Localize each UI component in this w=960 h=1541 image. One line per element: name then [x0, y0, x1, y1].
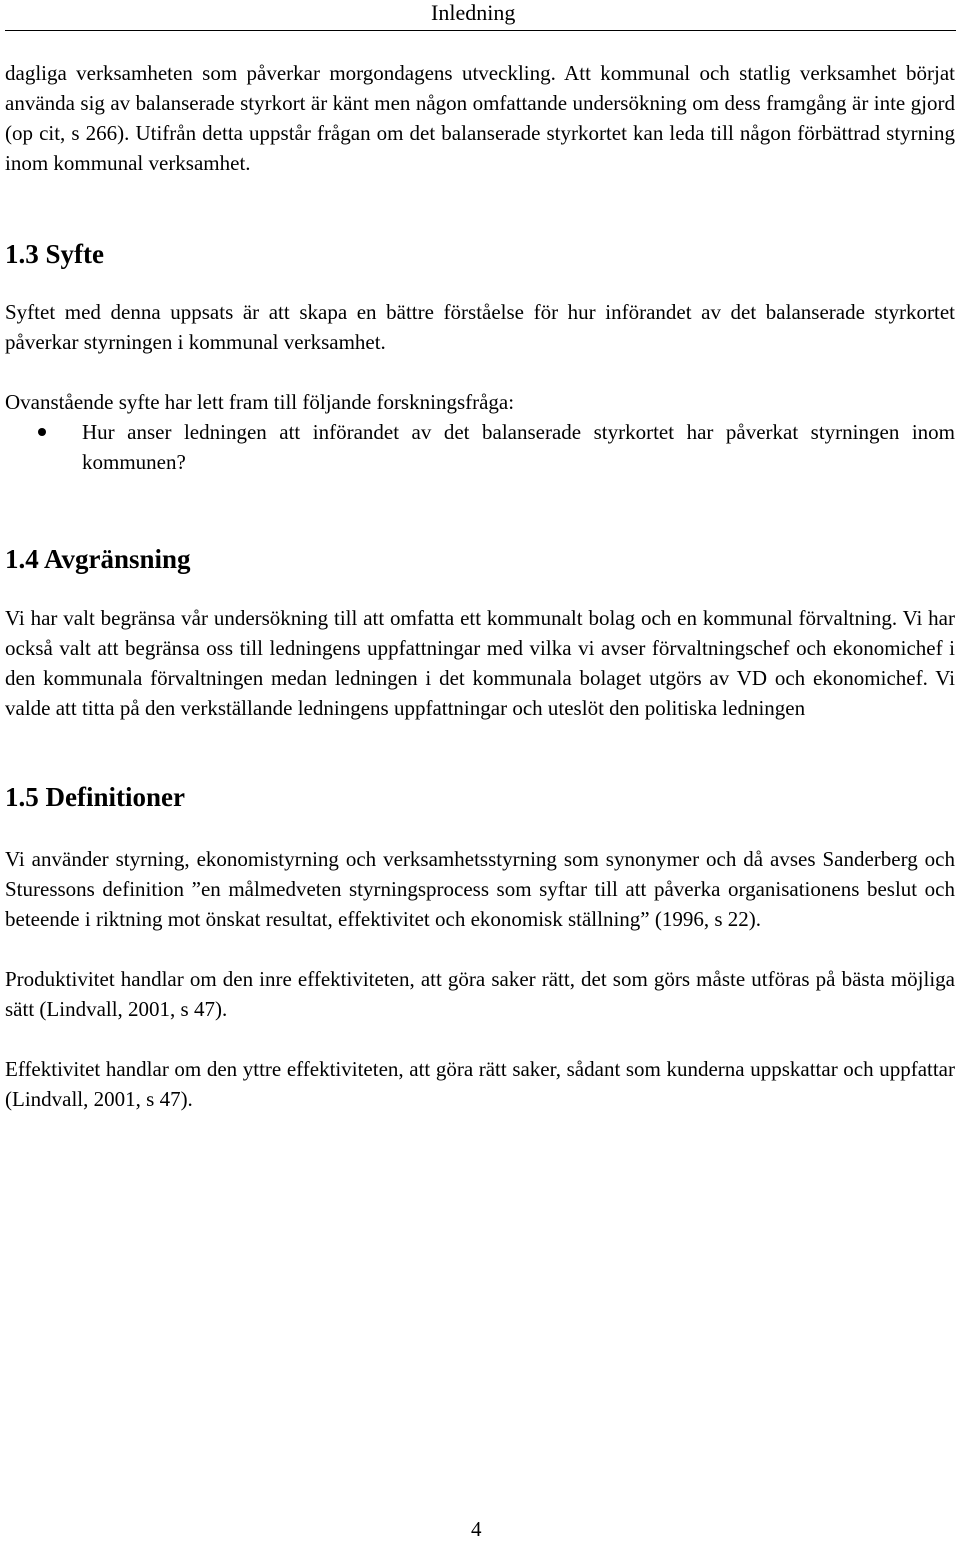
header-divider	[5, 30, 956, 31]
page-body	[5, 58, 955, 1114]
running-header-title: Inledning	[431, 0, 516, 25]
section-heading-avgransning: 1.4 Avgränsning	[5, 544, 191, 574]
research-question-text: Hur anser ledningen att införandet av det balanserade styrkortet har påverkat styrningen inom kommunen?	[82, 420, 955, 474]
definition-paragraph-effektivitet: Effektivitet handlar om den yttre effektiviteten, att göra rätt saker, sådant som kunderna uppskattar och uppfattar (Lindvall, 2001, s 47).	[5, 1057, 955, 1111]
definition-paragraph-produktivitet: Produktivitet handlar om den inre effektiviteten, att göra saker rätt, det som görs måste utföras på bästa möjliga sätt (Lindvall, 2001, s 47).	[5, 967, 955, 1021]
definition-paragraph-styrning: Vi använder styrning, ekonomistyrning och verksamhetsstyrning som synonymer och då avses Sanderberg och Sturessons definition ”en målmedveten styrningsprocess som syftar till att påverka organisationens beslut och beteende i riktning mot önskat resultat, effektivitet och ekonomisk ställning” (1996, s 22).	[5, 847, 955, 931]
page-number: 4	[471, 1517, 482, 1541]
avgransning-paragraph: Vi har valt begränsa vår undersökning till att omfatta ett kommunalt bolag och en kommunal förvaltning. Vi har också valt att begränsa oss till ledningens uppfattningar med vilka vi avser förvaltningschef och ekonomichef i den kommunala förvaltningen medan ledningen i det kommunala bolaget utgörs av VD och ekonomichef. Vi valde att titta på den verkställande ledningens uppfattningar och uteslöt den politiska ledningen	[5, 606, 955, 720]
research-question-item	[5, 417, 955, 477]
intro-paragraph: dagliga verksamheten som påverkar morgondagens utveckling. Att kommunal och statlig verksamhet börjat använda sig av balanserade styrkort är känt men någon omfattande undersökning om dess framgång är inte gjord (op cit, s 266). Utifrån detta uppstår frågan om det balanserade styrkortet kan leda till någon förbättrad styrning inom kommunal verksamhet.	[5, 61, 955, 175]
page-header	[0, 0, 960, 32]
section-heading-definitioner: 1.5 Definitioner	[5, 782, 185, 812]
research-question-lead: Ovanstående syfte har lett fram till följande forskningsfråga:	[5, 390, 515, 414]
syfte-paragraph: Syftet med denna uppsats är att skapa en bättre förståelse för hur införandet av det balanserade styrkortet påverkar styrningen i kommunal verksamhet.	[5, 300, 955, 354]
research-question-list	[5, 417, 955, 477]
section-heading-syfte: 1.3 Syfte	[5, 239, 104, 269]
bullet-icon	[38, 428, 46, 436]
